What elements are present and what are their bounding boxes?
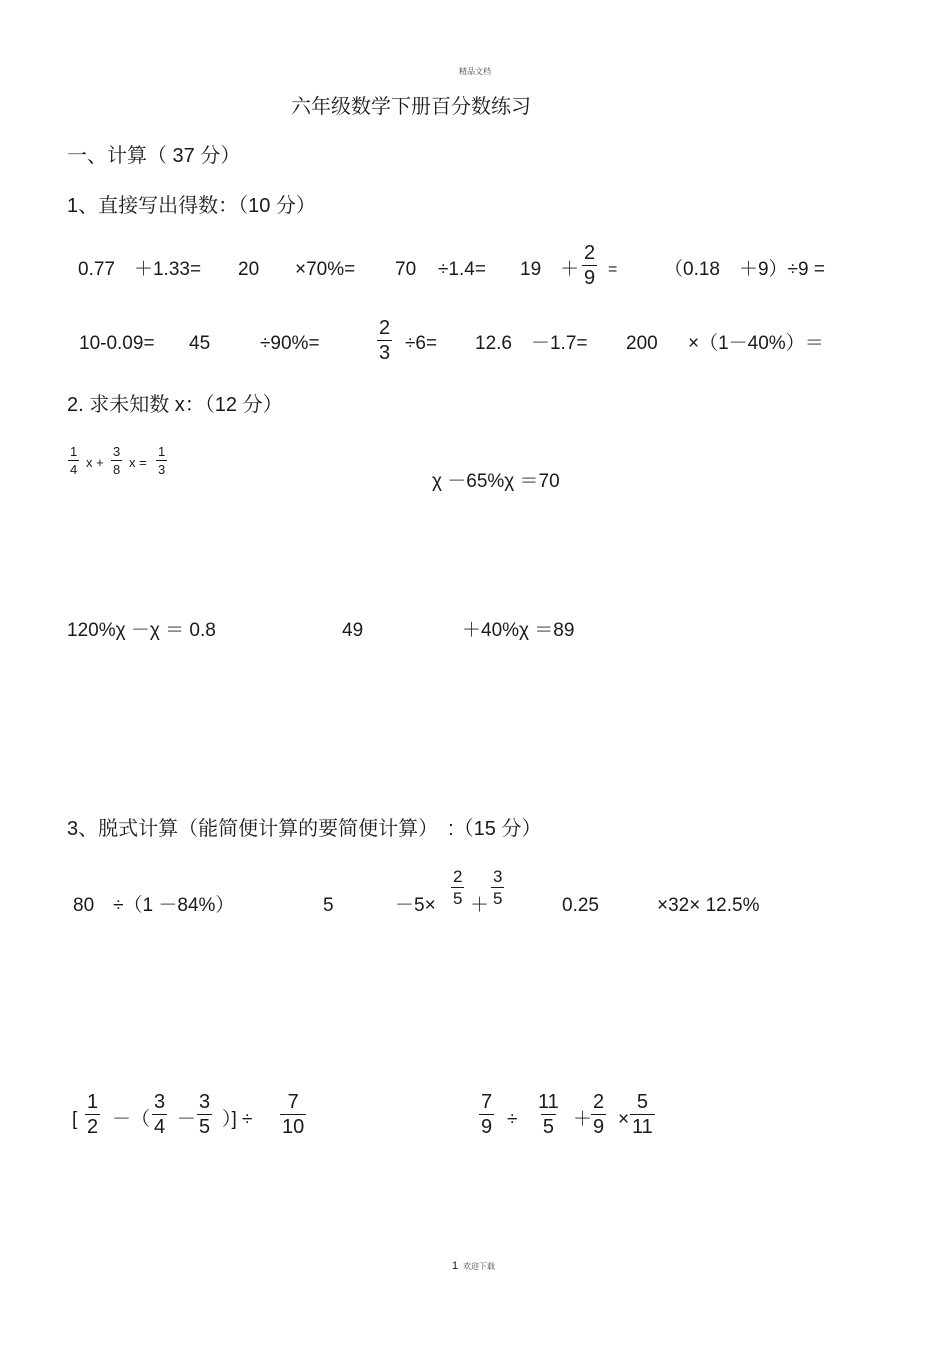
calc-expression: 5 [323,895,334,916]
numerator: 11 [538,1091,559,1113]
numerator: 7 [481,1091,493,1113]
numerator: 2 [379,317,391,339]
page-title: 六年级数学下册百分数练习 [291,94,531,118]
denominator: 4 [154,1116,166,1138]
fraction [152,1092,167,1137]
numerator: 1 [70,444,78,459]
denominator: 9 [584,267,596,289]
part2-heading: 2. 求未知数 x：（12 分） [67,394,283,416]
equation-text: x = [129,455,147,470]
fraction [479,1092,494,1137]
denominator: 9 [481,1116,493,1138]
calc-expression: （0.18 ＋9）÷9 = [664,259,825,280]
calc-expression: 19 ＋ [520,259,580,280]
calc-expression: 10-0.09= [79,333,155,354]
calc-expression: －5× [395,895,436,916]
numerator: 3 [113,444,121,459]
operator: － [177,1109,197,1130]
operator: －（ [112,1109,151,1130]
fraction [630,1092,655,1137]
denominator: 3 [379,342,391,364]
numerator: 2 [584,242,596,264]
operator: ÷ [507,1109,518,1130]
numerator: 2 [593,1091,605,1113]
calc-expression: = [608,261,618,278]
calc-expression: ×70%= [295,259,356,280]
calc-expression: 70 [395,259,417,280]
fraction [85,1092,100,1137]
numerator: 3 [493,867,503,886]
numerator: 1 [158,444,166,459]
calc-expression: ×（1－40%）＝ [688,333,824,354]
calc-expression: 0.77 ＋1.33= [78,259,202,280]
denominator: 9 [593,1116,605,1138]
calc-expression: 200 [626,333,658,354]
bracket: [ [72,1109,78,1130]
calc-expression: 20 [238,259,260,280]
operator: ）] ÷ [222,1109,253,1130]
calc-expression: 45 [189,333,211,354]
fraction [68,445,79,476]
calc-expression: 80 ÷（1 －84%） [73,895,235,916]
fraction [280,1092,306,1137]
denominator: 10 [282,1116,305,1138]
calc-expression: ÷1.4= [438,259,486,280]
calc-expression: 12.6 －1.7= [475,333,588,354]
calc-expression: ×32× 12.5% [657,895,760,916]
denominator: 5 [542,1116,554,1138]
part1-heading: 1、直接写出得数：（10 分） [67,195,316,217]
denominator: 11 [632,1116,653,1138]
denominator: 4 [70,462,78,477]
equation-text: x + [86,455,104,470]
denominator: 8 [113,462,121,477]
fraction [491,868,504,907]
denominator: 3 [158,462,166,477]
page-header: 精品文档 [459,67,491,76]
calc-expression: ÷90%= [260,333,320,354]
denominator: 2 [87,1116,99,1138]
fraction [111,445,122,476]
denominator: 5 [453,889,463,908]
numerator: 1 [87,1091,99,1113]
numerator: 7 [287,1091,299,1113]
calc-expression: ÷6= [405,333,438,354]
equation-4-coefficient: 49 [342,620,364,641]
fraction [591,1092,606,1137]
fraction [582,243,597,288]
section-heading: 一、计算（ 37 分） [67,145,241,167]
operator: × [618,1109,630,1130]
fraction [451,868,464,907]
numerator: 3 [154,1091,166,1113]
numerator: 3 [199,1091,211,1113]
calc-expression: ＋ [470,895,490,916]
fraction [536,1092,561,1137]
equation-4: ＋40%χ ＝89 [462,620,575,641]
equation-3: 120%χ －χ ＝ 0.8 [67,620,216,641]
calc-expression: 0.25 [562,895,599,916]
part3-heading: 3、脱式计算（能简便计算的要简便计算） :（15 分） [67,818,542,840]
fraction [377,318,392,363]
equation-2: χ －65%χ ＝70 [432,471,560,492]
fraction [156,445,167,476]
page-footer: 欢迎下载 [463,1262,495,1271]
numerator: 5 [636,1091,648,1113]
denominator: 5 [199,1116,211,1138]
numerator: 2 [453,867,463,886]
page-number: 1 [452,1260,459,1272]
denominator: 5 [493,889,503,908]
operator: ＋ [573,1109,593,1130]
fraction [197,1092,212,1137]
